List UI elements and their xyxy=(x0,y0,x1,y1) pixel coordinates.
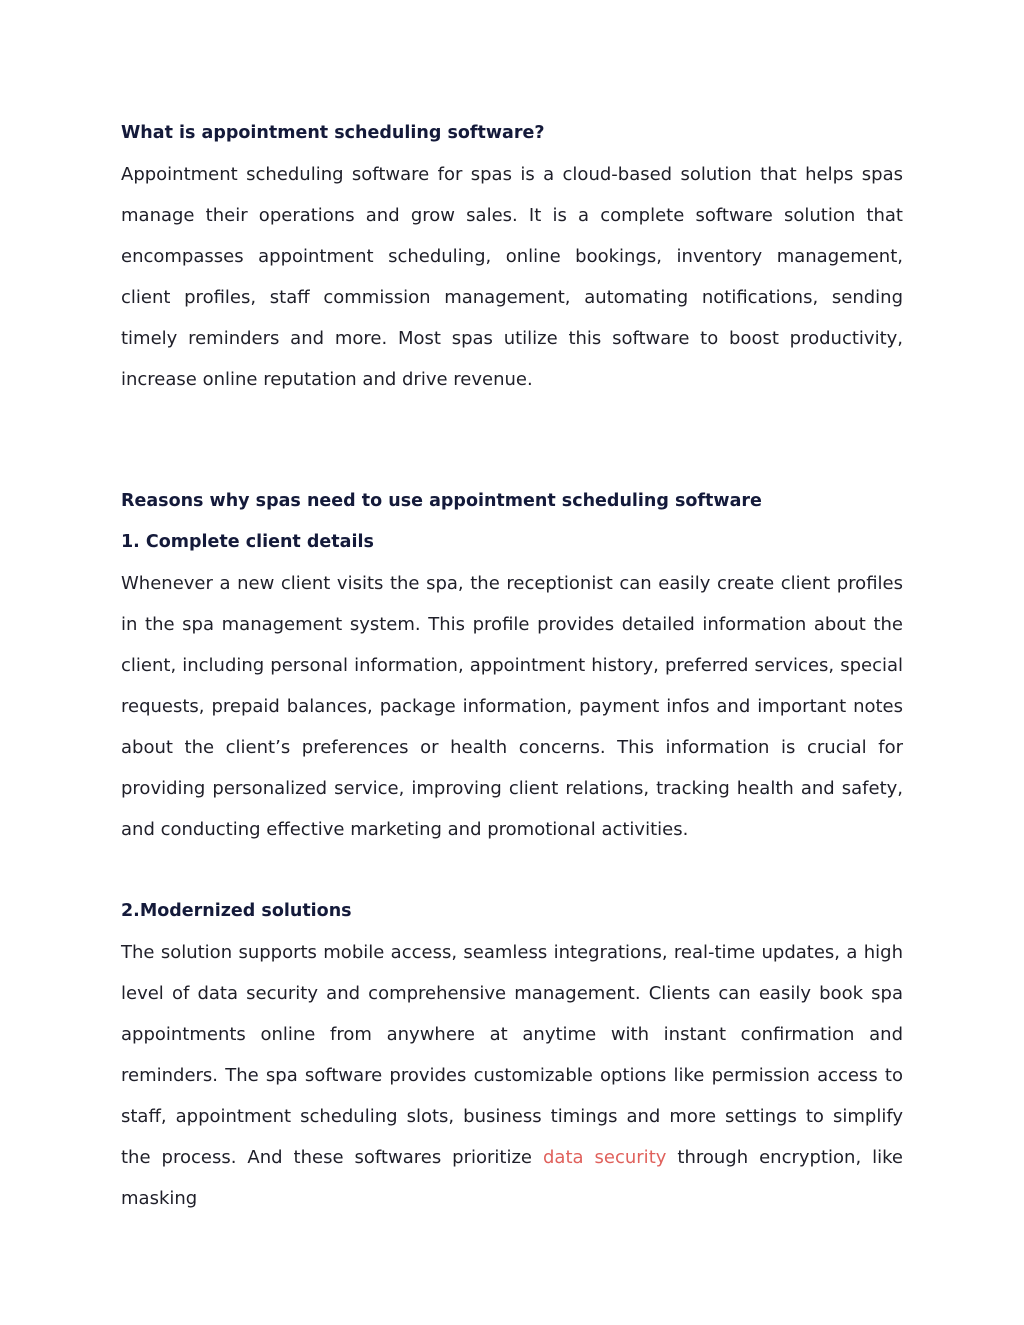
section-paragraph-what-is: Appointment scheduling software for spas is a cloud-based solution that helps spas manage their operations and grow sales. It is a complete software solution that encompasses appointment scheduling, online bookings, inventory management, client profiles, staff commission management, automating notifications, sending timely reminders and more. Most spas utilize this software to boost productivity, increase online reputation and drive revenue. xyxy=(121,164,903,390)
subheading-complete-client-details: 1. Complete client details xyxy=(121,532,374,552)
section-heading-reasons: Reasons why spas need to use appointment scheduling software xyxy=(121,491,762,511)
paragraph-text-before-link: The solution supports mobile access, seamless integrations, real-time updates, a high level of data security and comprehensive management. Clients can easily book spa appointments online from anywhere at anytime with instant confirmation and reminders. The spa software provides customizable options like permission access to staff, appointment scheduling slots, business timings and more settings to simplify the process. And these softwares prioritize xyxy=(121,942,903,1168)
document-page xyxy=(121,113,903,1219)
subheading-modernized-solutions: 2.Modernized solutions xyxy=(121,901,352,921)
section-spacer xyxy=(121,850,903,891)
section-paragraph-client-details: Whenever a new client visits the spa, the receptionist can easily create client profiles in the spa management system. This profile provides detailed information about the client, including personal information, appointment history, preferred services, special requests, prepaid balances, package information, payment infos and important notes about the client’s preferences or health concerns. This information is crucial for providing personalized service, improving client relations, tracking health and safety, and conducting effective marketing and promotional activities. xyxy=(121,573,903,840)
section-spacer xyxy=(121,400,903,481)
section-heading-what-is: What is appointment scheduling software? xyxy=(121,123,545,143)
paragraph-text-after-link: through encryption, like masking xyxy=(121,1147,904,1209)
section-paragraph-modernized xyxy=(121,932,903,1219)
data-security-link[interactable]: data security xyxy=(543,1147,667,1168)
